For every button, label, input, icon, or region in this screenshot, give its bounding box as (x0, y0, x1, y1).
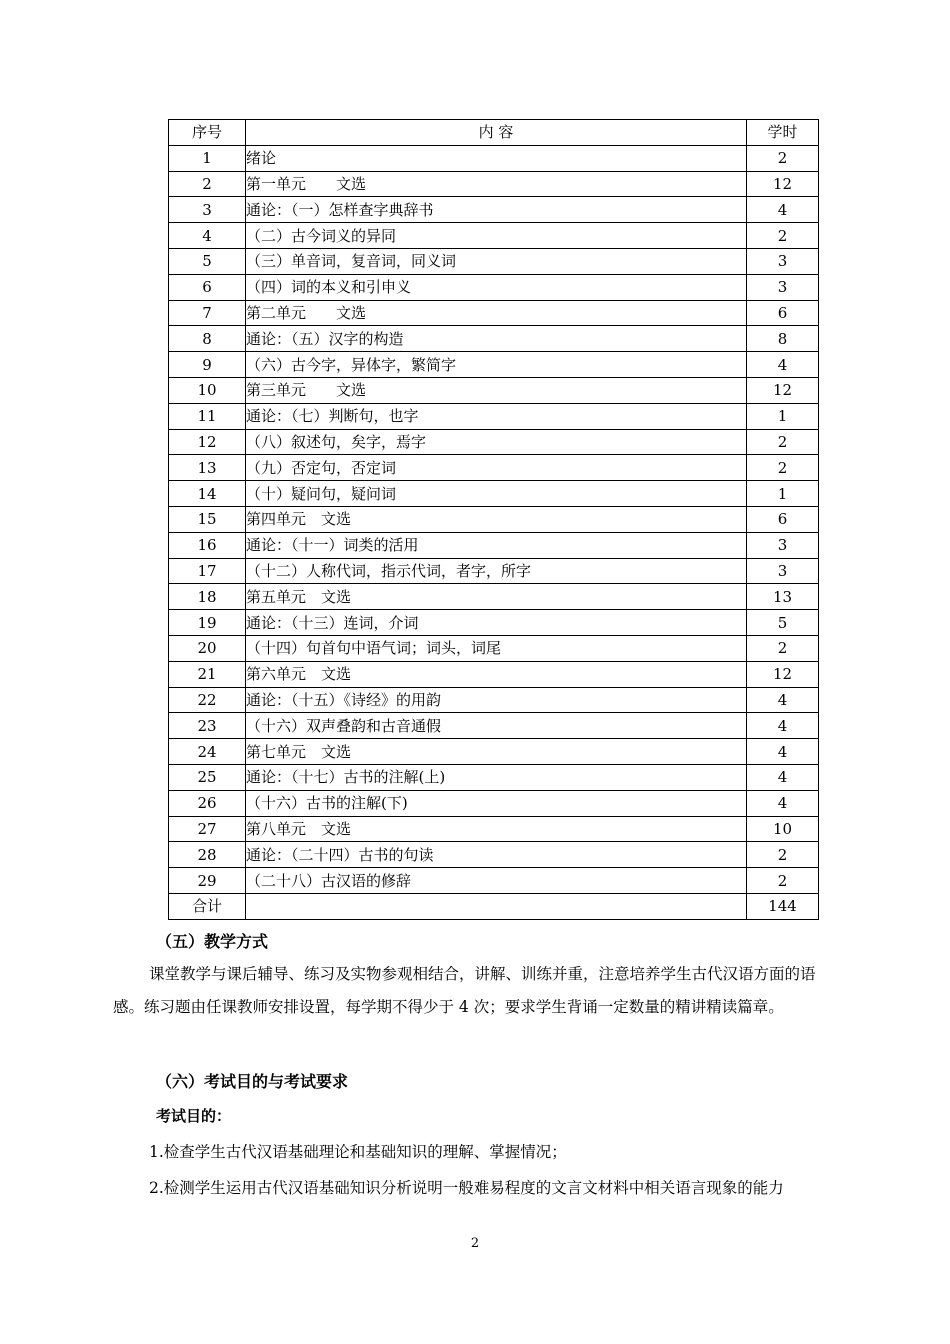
row-hours: 6 (747, 506, 819, 532)
row-hours: 4 (747, 687, 819, 713)
row-no: 8 (169, 326, 246, 352)
row-hours: 2 (747, 868, 819, 894)
row-content: 通论：（五）汉字的构造 (246, 326, 747, 352)
row-no: 26 (169, 790, 246, 816)
row-content: 绪论 (246, 145, 747, 171)
header-no: 序号 (169, 120, 246, 146)
table-row (169, 584, 819, 610)
row-hours: 2 (747, 455, 819, 481)
row-content: （二）古今词义的异同 (246, 223, 747, 249)
row-hours: 1 (747, 481, 819, 507)
table-row (169, 326, 819, 352)
row-hours: 3 (747, 532, 819, 558)
row-content: （九）否定句，否定词 (246, 455, 747, 481)
row-no: 6 (169, 274, 246, 300)
row-no: 5 (169, 248, 246, 274)
row-hours: 13 (747, 584, 819, 610)
table-row (169, 687, 819, 713)
page-number: 2 (470, 1236, 480, 1251)
table-row (169, 171, 819, 197)
row-hours: 4 (747, 739, 819, 765)
section6-subtitle: 考试目的： (156, 1107, 232, 1125)
table-row (169, 403, 819, 429)
row-hours: 10 (747, 816, 819, 842)
row-no: 24 (169, 739, 246, 765)
header-content: 内 容 (246, 120, 747, 146)
table-row (169, 300, 819, 326)
row-no: 14 (169, 481, 246, 507)
exam-goal-2: 2.检测学生运用古代汉语基础知识分析说明一般难易程度的文言文材料中相关语言现象的能力 (149, 1179, 784, 1197)
table-row (169, 248, 819, 274)
row-hours: 3 (747, 558, 819, 584)
row-content: 第六单元 文选 (246, 661, 747, 687)
table-row (169, 223, 819, 249)
row-hours: 4 (747, 790, 819, 816)
row-hours: 12 (747, 171, 819, 197)
row-content: 通论：（十三）连词，介词 (246, 610, 747, 636)
table-row (169, 842, 819, 868)
row-hours: 3 (747, 274, 819, 300)
table-row (169, 558, 819, 584)
row-hours: 12 (747, 661, 819, 687)
table-row (169, 506, 819, 532)
table-row (169, 197, 819, 223)
row-content: 通论：（十一）词类的活用 (246, 532, 747, 558)
section5-paragraph: 课堂教学与课后辅导、练习及实物参观相结合，讲解、训练并重，注意培养学生古代汉语方面的语感。练习题由任课教师安排设置，每学期不得少于 4 次；要求学生背诵一定数量的精讲精读篇章。 (113, 965, 816, 1016)
row-no: 4 (169, 223, 246, 249)
row-content: （十）疑问句，疑问词 (246, 481, 747, 507)
table-row (169, 352, 819, 378)
row-hours: 2 (747, 429, 819, 455)
exam-goal-1: 1.检查学生古代汉语基础理论和基础知识的理解、掌握情况； (149, 1143, 567, 1161)
row-content: （十四）句首句中语气词；词头，词尾 (246, 635, 747, 661)
table-row (169, 455, 819, 481)
table-row (169, 764, 819, 790)
total-hours: 144 (747, 893, 819, 919)
row-no: 12 (169, 429, 246, 455)
row-no: 1 (169, 145, 246, 171)
row-content: 第五单元 文选 (246, 584, 747, 610)
row-content: 第二单元 文选 (246, 300, 747, 326)
table-body (169, 145, 819, 919)
row-no: 2 (169, 171, 246, 197)
table-header-row (169, 120, 819, 146)
total-content (246, 893, 747, 919)
row-hours: 5 (747, 610, 819, 636)
total-label: 合计 (169, 893, 246, 919)
row-content: （六）古今字，异体字，繁简字 (246, 352, 747, 378)
table-row (169, 429, 819, 455)
row-hours: 4 (747, 764, 819, 790)
row-no: 3 (169, 197, 246, 223)
row-hours: 2 (747, 145, 819, 171)
row-content: 通论：（二十四）古书的句读 (246, 842, 747, 868)
table-row (169, 274, 819, 300)
table-row (169, 816, 819, 842)
row-no: 28 (169, 842, 246, 868)
course-schedule-table (168, 119, 819, 920)
row-no: 13 (169, 455, 246, 481)
row-content: （十二）人称代词，指示代词，者字，所字 (246, 558, 747, 584)
row-content: （四）词的本义和引申义 (246, 274, 747, 300)
row-no: 17 (169, 558, 246, 584)
row-no: 16 (169, 532, 246, 558)
row-no: 18 (169, 584, 246, 610)
table-row (169, 635, 819, 661)
row-content: 第七单元 文选 (246, 739, 747, 765)
row-no: 15 (169, 506, 246, 532)
row-content: 第八单元 文选 (246, 816, 747, 842)
row-content: （二十八）古汉语的修辞 (246, 868, 747, 894)
row-hours: 4 (747, 352, 819, 378)
row-content: （十六）双声叠韵和古音通假 (246, 713, 747, 739)
row-no: 20 (169, 635, 246, 661)
row-no: 22 (169, 687, 246, 713)
header-hours: 学时 (747, 120, 819, 146)
table-row (169, 610, 819, 636)
row-no: 9 (169, 352, 246, 378)
section6-title: （六）考试目的与考试要求 (156, 1072, 349, 1091)
table-total-row (169, 893, 819, 919)
row-hours: 4 (747, 197, 819, 223)
table-row (169, 739, 819, 765)
table-row (169, 377, 819, 403)
table-row (169, 661, 819, 687)
table-row (169, 481, 819, 507)
row-no: 29 (169, 868, 246, 894)
row-no: 11 (169, 403, 246, 429)
row-no: 19 (169, 610, 246, 636)
row-content: 第四单元 文选 (246, 506, 747, 532)
table-row (169, 868, 819, 894)
section5-title: （五）教学方式 (156, 932, 269, 951)
row-content: （十六）古书的注解(下) (246, 790, 747, 816)
row-no: 27 (169, 816, 246, 842)
row-hours: 12 (747, 377, 819, 403)
row-content: （八）叙述句，矣字，焉字 (246, 429, 747, 455)
row-content: 通论：（十五）《诗经》的用韵 (246, 687, 747, 713)
row-hours: 3 (747, 248, 819, 274)
row-hours: 6 (747, 300, 819, 326)
row-no: 7 (169, 300, 246, 326)
table-row (169, 532, 819, 558)
row-content: 通论：（十七）古书的注解(上) (246, 764, 747, 790)
row-hours: 2 (747, 842, 819, 868)
row-no: 10 (169, 377, 246, 403)
row-content: 通论：（一）怎样查字典辞书 (246, 197, 747, 223)
table-row (169, 145, 819, 171)
row-content: 第三单元 文选 (246, 377, 747, 403)
row-hours: 4 (747, 713, 819, 739)
row-content: （三）单音词，复音词，同义词 (246, 248, 747, 274)
row-no: 25 (169, 764, 246, 790)
row-no: 21 (169, 661, 246, 687)
table-row (169, 790, 819, 816)
row-hours: 2 (747, 223, 819, 249)
table-row (169, 713, 819, 739)
row-content: 通论：（七）判断句，也字 (246, 403, 747, 429)
row-no: 23 (169, 713, 246, 739)
row-content: 第一单元 文选 (246, 171, 747, 197)
row-hours: 2 (747, 635, 819, 661)
row-hours: 1 (747, 403, 819, 429)
row-hours: 8 (747, 326, 819, 352)
